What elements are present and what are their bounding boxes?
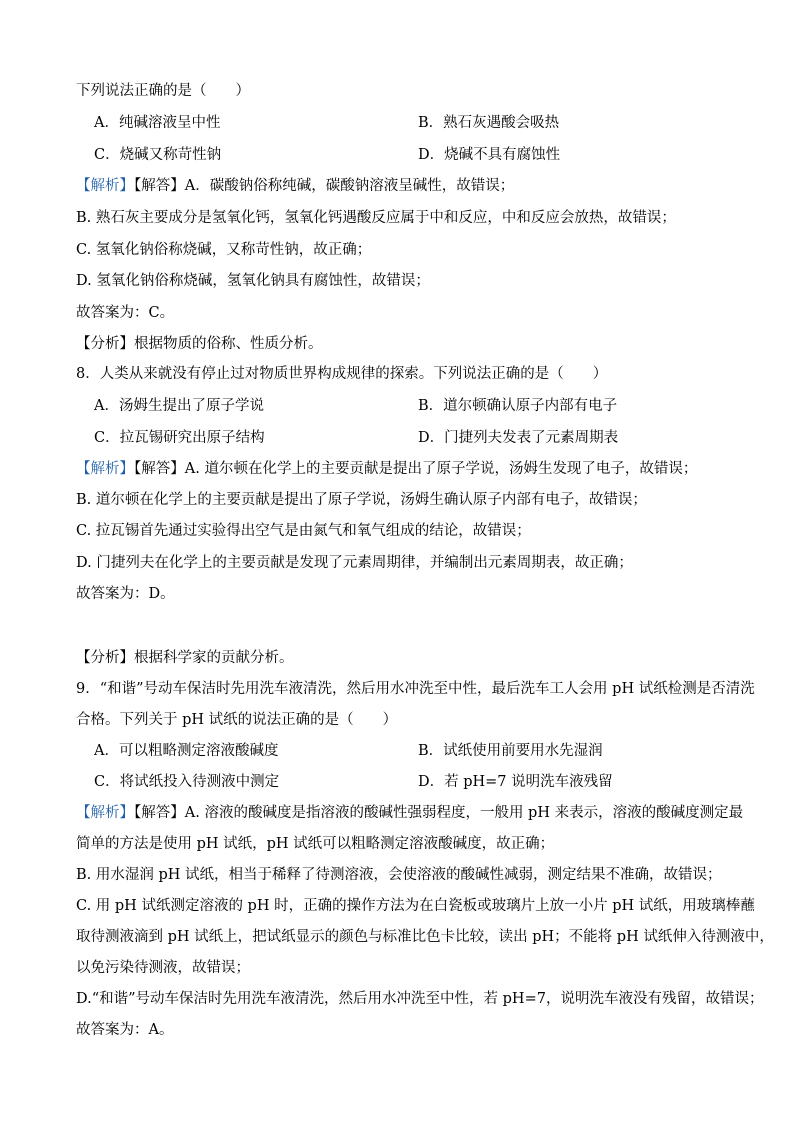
q7-explain-line-1 [76,176,514,196]
q7-fenxi-text: 根据物质的俗称、性质分析。 [134,336,323,352]
q9-explain-c-2: 取待测液滴到 pH 试纸上，把试纸显示的颜色与标准比色卡比较，读出 pH；不能将 pH 试纸伸入待测液中， [76,929,774,945]
q7-option-c: C．烧碱又称苛性钠 [94,147,222,163]
q8-option-b: B．道尔顿确认原子内部有电子 [418,398,618,414]
q8-answer: 故答案为：D。 [76,586,175,602]
q9-explain-c-3: 以免污染待测液，故错误； [76,960,250,976]
q7-explain-c: C. 氢氧化钠俗称烧碱，又称苛性钠，故正确； [76,242,372,258]
q7-option-d: D．烧碱不具有腐蚀性 [418,147,561,163]
q8-explain-c: C. 拉瓦锡首先通过实验得出空气是由氮气和氧气组成的结论，故错误； [76,523,531,539]
q8-fenxi-text: 根据科学家的贡献分析。 [134,650,294,666]
q9-explain-line-1 [76,803,743,823]
q8-explain-line-1 [76,459,697,479]
q7-option-b: B．熟石灰遇酸会吸热 [418,115,560,131]
q9-option-d: D．若 pH=7 说明洗车液残留 [418,774,613,790]
q7-analysis-tag: 【解析】 [76,178,134,194]
q8-answer-tag: 【解答】 [134,461,185,477]
q9-stem-line-1: 9．“和谐”号动车保洁时先用洗车液清洗，然后用水冲洗至中性，最后洗车工人会用 pH 试纸检测是否清洗 [76,681,755,697]
q9-explain-d: D.“和谐”号动车保洁时先用洗车液清洗，然后用水冲洗至中性，若 pH=7，说明洗车液没有残留，故错误； [76,991,764,1007]
q7-fenxi [76,334,323,354]
q7-answer-tag: 【解答】 [134,178,185,194]
q9-stem-line-2: 合格。下列关于 pH 试纸的说法正确的是（ ） [76,712,398,728]
q9-answer-tag: 【解答】 [134,805,185,821]
q7-explain-d: D. 氢氧化钠俗称烧碱，氢氧化钠具有腐蚀性，故错误； [76,273,430,289]
q7-answer: 故答案为：C。 [76,305,175,321]
q9-option-b: B．试纸使用前要用水先湿润 [418,743,603,759]
q8-fenxi-tag: 【分析】 [76,650,134,666]
q8-option-a: A．汤姆生提出了原子学说 [94,398,264,414]
q9-explain-a-1: A. 溶液的酸碱度是指溶液的酸碱性强弱程度，一般用 pH 来表示，溶液的酸碱度测定最 [184,805,744,821]
q9-option-a: A．可以粗略测定溶液酸碱度 [94,743,279,759]
q9-explain-a-2: 简单的方法是使用 pH 试纸，pH 试纸可以粗略测定溶液酸碱度，故正确； [76,836,555,852]
q8-stem: 8．人类从来就没有停止过对物质世界构成规律的探索。下列说法正确的是（ ） [76,366,608,382]
q8-explain-d: D. 门捷列夫在化学上的主要贡献是发现了元素周期律，并编制出元素周期表，故正确； [76,555,633,571]
q9-explain-b: B. 用水湿润 pH 试纸，相当于稀释了待测溶液，会使溶液的酸碱性减弱，测定结果不准确，故错误； [76,867,722,883]
q9-answer: 故答案为：A。 [76,1022,174,1038]
q9-analysis-tag: 【解析】 [76,805,134,821]
q9-explain-c-1: C. 用 pH 试纸测定溶液的 pH 时，正确的操作方法为在白瓷板或玻璃片上放一小片 pH 试纸，用玻璃棒蘸 [76,898,755,914]
q8-fenxi [76,648,294,668]
q7-explain-a: A．碳酸钠俗称纯碱，碳酸钠溶液呈碱性，故错误； [184,178,515,194]
q7-fenxi-tag: 【分析】 [76,336,134,352]
q8-explain-a: A. 道尔顿在化学上的主要贡献是提出了原子学说，汤姆生发现了电子，故错误； [184,461,698,477]
q7-stem: 下列说法正确的是（ ） [76,83,250,99]
q9-option-c: C．将试纸投入待测液中测定 [94,774,280,790]
q8-analysis-tag: 【解析】 [76,461,134,477]
q8-option-d: D．门捷列夫发表了元素周期表 [418,430,619,446]
q8-option-c: C．拉瓦锡研究出原子结构 [94,430,265,446]
q8-explain-b: B. 道尔顿在化学上的主要贡献是提出了原子学说，汤姆生确认原子内部有电子，故错误； [76,492,647,508]
q7-option-a: A．纯碱溶液呈中性 [94,115,221,131]
q7-explain-b: B. 熟石灰主要成分是氢氧化钙，氢氧化钙遇酸反应属于中和反应，中和反应会放热，故错误； [76,210,676,226]
